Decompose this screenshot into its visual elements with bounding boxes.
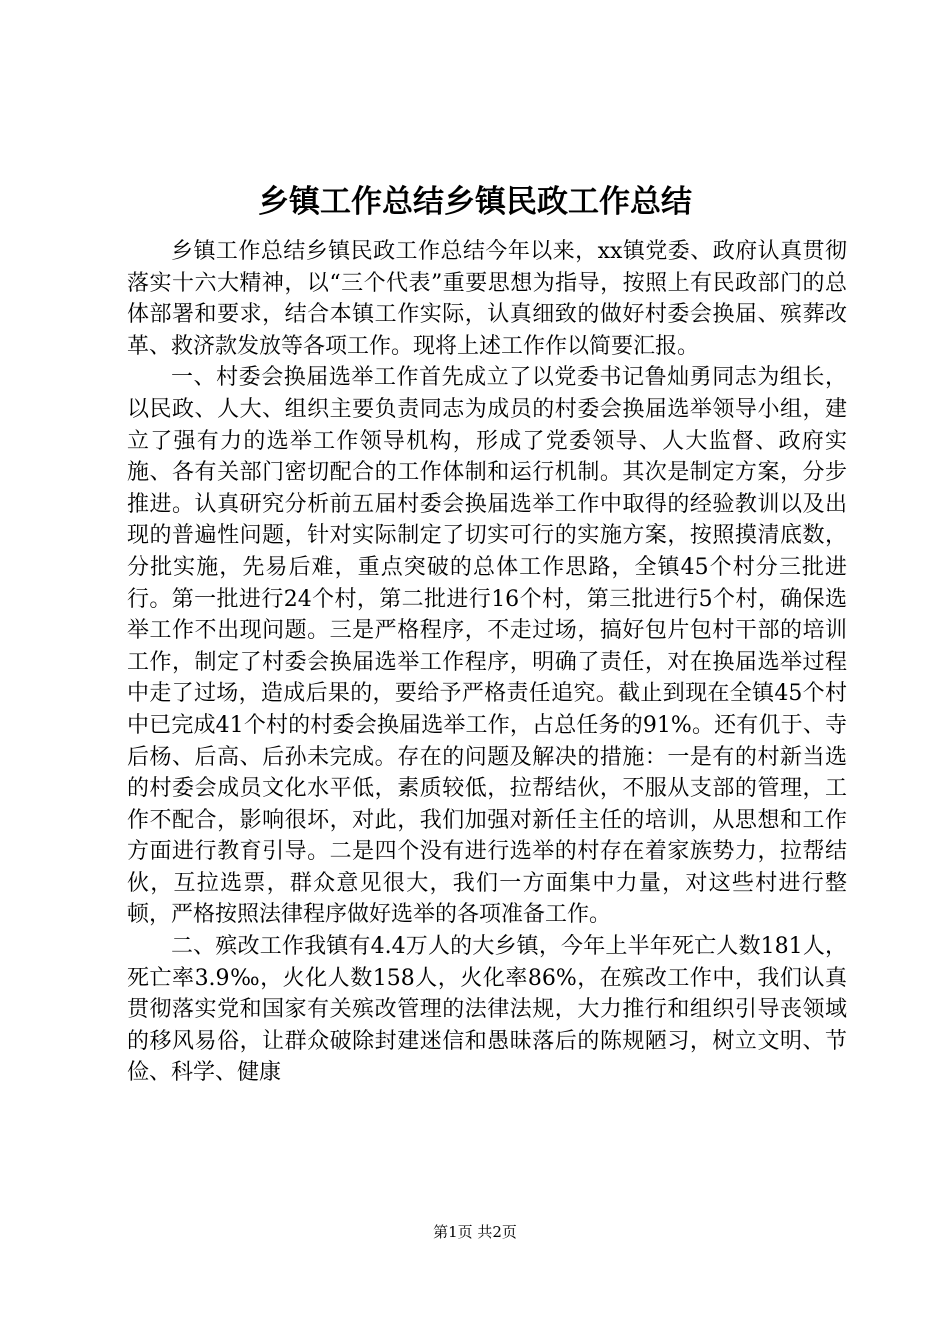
page-total: 共2页 [477,1223,517,1241]
document-body [127,236,847,1089]
paragraph-village-election: 一、村委会换届选举工作首先成立了以党委书记鲁灿勇同志为组长，以民政、人大、组织主要负责同志为成员的村委会换届选举领导小组，建立了强有力的选举工作领导机构，形成了党委领导、人大监督、政府实施、各有关部门密切配合的工作体制和运行机制。其次是制定方案，分步推进。认真研究分析前五届村委会换届选举工作中取得的经验教训以及出现的普遍性问题，针对实际制定了切实可行的实施方案，按照摸清底数，分批实施，先易后难，重点突破的总体工作思路，全镇45个村分三批进行。第一批进行24个村，第二批进行16个村，第三批进行5个村，确保选举工作不出现问题。三是严格程序，不走过场，搞好包片包村干部的培训工作，制定了村委会换届选举工作程序，明确了责任，对在换届选举过程中走了过场，造成后果的，要给予严格责任追究。截止到现在全镇45个村中已完成41个村的村委会换届选举工作，占总任务的91%。还有仉于、寺后杨、后高、后孙未完成。存在的问题及解决的措施：一是有的村新当选的村委会成员文化水平低，素质较低，拉帮结伙，不服从支部的管理，工作不配合，影响很坏，对此，我们加强对新任主任的培训，从思想和工作方面进行教育引导。二是四个没有进行选举的村存在着家族势力，拉帮结伙，互拉选票，群众意见很大，我们一方面集中力量，对这些村进行整顿，严格按照法律程序做好选举的各项准备工作。 [127,365,847,928]
document-title: 乡镇工作总结乡镇民政工作总结 [258,184,692,220]
paragraph-intro: 乡镇工作总结乡镇民政工作总结今年以来，xx镇党委、政府认真贯彻落实十六大精神，以“三个代表”重要思想为指导，按照上有民政部门的总体部署和要求，结合本镇工作实际，认真细致的做好村委会换届、殡葬改革、救济款发放等各项工作。现将上述工作作以简要汇报。 [127,239,847,359]
paragraph-funeral-reform: 二、殡改工作我镇有4.4万人的大乡镇，今年上半年死亡人数181人，死亡率3.9‰，火化人数158人，火化率86%，在殡改工作中，我们认真贯彻落实党和国家有关殡改管理的法律法规，大力推行和组织引导丧领域的移风易俗，让群众破除封建迷信和愚昧落后的陈规陋习，树立文明、节俭、科学、健康 [127,934,847,1086]
page-footer [0,1222,950,1242]
page-number: 第1页 [433,1223,473,1241]
